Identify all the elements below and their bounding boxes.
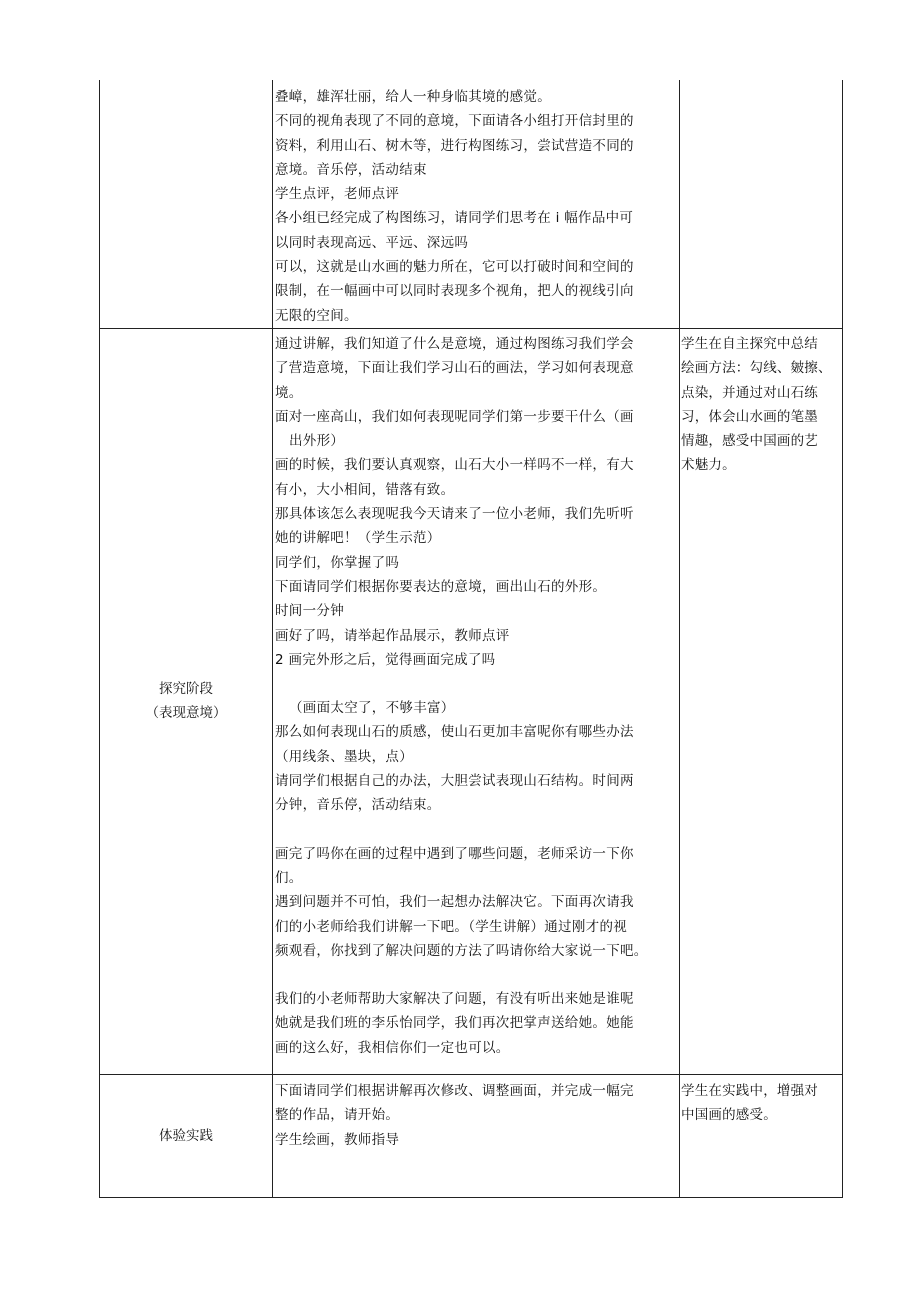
purpose-cell [680,80,842,328]
activity-line: 她就是我们班的李乐怡同学，我们再次把掌声送给她。她能 [275,1015,634,1032]
activity-line: 可以，这就是山水画的魅力所在，它可以打破时间和空间的 [275,259,634,276]
activity-line: 画的时候，我们要认真观察，山石大小一样吗不一样，有大 [275,457,634,474]
table-row [100,80,842,328]
activity-line: 不同的视角表现了不同的意境，下面请各小组打开信封里的 [275,113,634,130]
activity-line: 遇到问题并不可怕，我们一起想办法解决它。下面再次请我 [275,894,634,911]
activity-cell [273,80,680,328]
spacer [275,672,677,696]
activity-line: 面对一座高山，我们如何表现呢同学们第一步要干什么（画 [275,408,634,425]
stage-cell [100,1075,273,1197]
activity-line: 学生绘画，教师指导 [275,1131,400,1148]
lesson-plan-table [99,80,843,1198]
activity-line: 整的作品，请开始。 [275,1107,400,1124]
activity-line: 有小，大小相间，错落有致。 [275,481,455,498]
activity-line: 请同学们根据自己的办法，大胆尝试表现山石结构。时间两 [275,773,634,790]
activity-line: 叠嶂，雄浑壮丽，给人一种身临其境的感觉。 [275,89,551,105]
activity-line: 时间一分钟 [275,603,344,620]
activity-line: 无限的空间。 [275,307,358,324]
activity-line: 们的小老师给我们讲解一下吧。（学生讲解）通过刚才的视 [275,918,628,935]
activity-line: 下面请同学们根据你要表达的意境，画出山石的外形。 [275,578,607,595]
purpose-line: 学生在自主探究中总结 [681,336,818,352]
activity-line: 她的讲解吧！（学生示范） [275,530,441,547]
purpose-line: 绘画方法：勾线、皴擦、 [681,360,832,377]
activity-line: 同学们，你掌握了吗 [275,554,400,571]
purpose-line: 情趣，感受中国画的艺 [681,433,818,450]
activity-line: 通过讲解，我们知道了什么是意境，通过构图练习我们学会 [275,336,634,352]
activity-line: 下面请同学们根据讲解再次修改、调整画面，并完成一幅完 [275,1083,634,1099]
activity-line: 我们的小老师帮助大家解决了问题，有没有听出来她是谁呢 [275,991,634,1008]
activity-line: 意境。音乐停，活动结束 [275,161,427,178]
stage-subtitle: （表现意境） [145,705,227,721]
activity-line: 频观看，你找到了解决问题的方法了吗请你给大家说一下吧。 [275,942,648,959]
activity-line: 画好了吗，请举起作品展示，教师点评 [275,627,510,644]
activity-line: 画的这么好，我相信你们一定也可以。 [275,1039,510,1056]
activity-line: 那么如何表现山石的质感，使山石更加丰富呢你有哪些办法 [275,724,634,741]
activity-line: 各小组已经完成了构图练习，请同学们思考在 i 幅作品中可 [275,210,634,227]
purpose-line: 学生在实践中，增强对 [681,1083,818,1099]
purpose-line: 中国画的感受。 [681,1107,777,1124]
activity-line: 限制，在一幅画中可以同时表现多个视角，把人的视线引向 [275,283,634,300]
purpose-cell [680,1075,842,1197]
activity-cell [273,329,680,1074]
activity-line: 出外形） [289,433,345,450]
purpose-cell [680,329,842,1074]
stage-title: 探究阶段 [159,681,213,697]
stage-title: 体验实践 [159,1128,213,1144]
activity-line: 资料，利用山石、树木等，进行构图练习，尝试营造不同的 [275,137,634,154]
purpose-line: 习，体会山水画的笔墨 [681,408,818,425]
purpose-line: 点染，并通过对山石练 [681,384,818,401]
table-row [100,1074,842,1197]
stage-cell [100,80,273,328]
activity-line: 学生点评，老师点评 [275,186,400,203]
spacer [275,963,677,987]
activity-line: 画完了吗你在画的过程中遇到了哪些问题，老师采访一下你 [275,845,634,862]
activity-line: （画面太空了，不够丰富） [289,700,455,717]
table-row [100,328,842,1074]
activity-line: 分钟，音乐停，活动结束。 [275,797,441,814]
purpose-line: 术魅力。 [681,457,736,474]
spacer [275,818,677,842]
activity-line: 们。 [275,869,303,886]
activity-line: 那具体该怎么表现呢我今天请来了一位小老师，我们先听听 [275,506,634,523]
stage-cell [100,329,273,1074]
activity-cell [273,1075,680,1197]
activity-line: 了营造意境，下面让我们学习山石的画法，学习如何表现意 [275,360,634,377]
activity-line: 境。 [275,384,303,401]
activity-line: （用线条、墨块，点） [275,748,413,765]
activity-line: 2 画完外形之后，觉得画面完成了吗 [275,651,496,668]
activity-line: 以同时表现高远、平远、深远吗 [275,234,469,251]
